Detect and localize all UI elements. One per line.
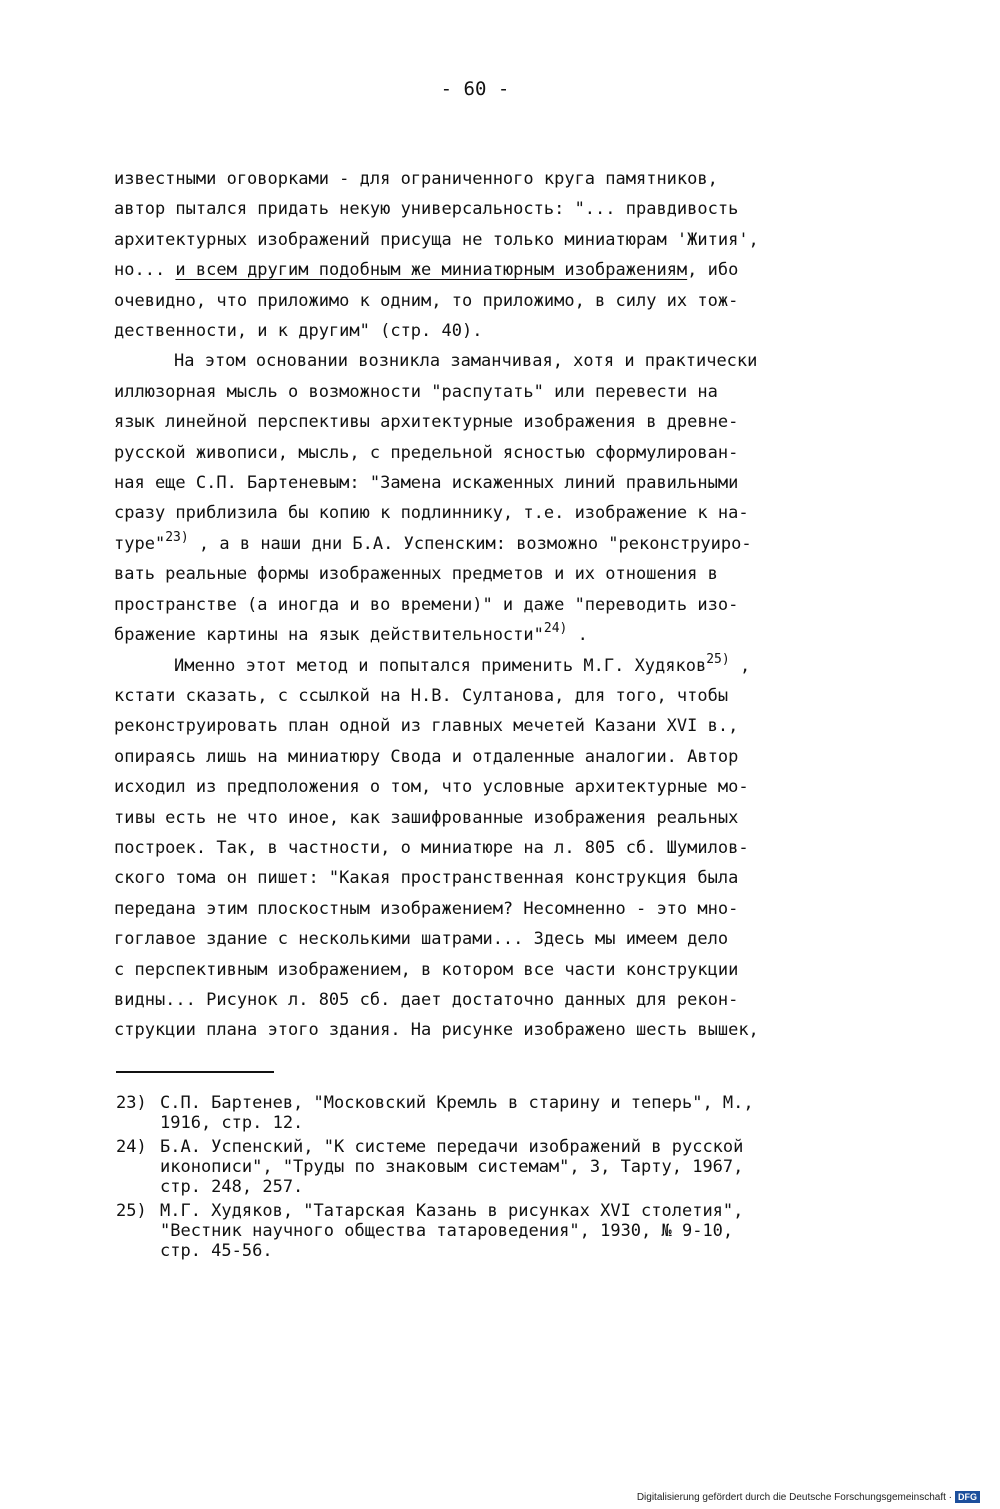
text-segment: но... [114, 260, 176, 281]
text-line: русской живописи, мысль, с предельной ясностью сформулирован- [114, 442, 739, 463]
text-line [114, 529, 874, 559]
text-segment: бражение картины на язык действительности" [114, 625, 544, 646]
footnote-line: иконописи", "Труды по знаковым системам", 3, Тарту, 1967, [160, 1157, 744, 1177]
footnote-text [160, 1201, 876, 1261]
body-text [114, 164, 874, 1046]
text-line: опираясь лишь на миниатюру Свода и отдаленные аналогии. Автор [114, 746, 739, 767]
footnote-text [160, 1137, 876, 1197]
text-line: ная еще С.П. Бартеневым: "Замена искаженных линий правильными [114, 473, 739, 494]
text-line: видны... Рисунок л. 805 сб. дает достаточно данных для рекон- [114, 989, 739, 1010]
footnote-reference: 25) [706, 651, 730, 667]
text-line: струкции плана этого здания. На рисунке изображено шесть вышек, [114, 1020, 759, 1041]
paragraph-2 [114, 346, 874, 650]
text-segment: туре" [114, 533, 166, 554]
text-line: передана этим плоскостным изображением? Несомненно - это мно- [114, 898, 739, 919]
text-line: известными оговорками - для ограниченного круга памятников, [114, 169, 718, 189]
footnote [116, 1137, 876, 1197]
footnote-line: 1916, стр. 12. [160, 1113, 304, 1133]
footnote-text [160, 1093, 876, 1133]
footnote-line: С.П. Бартенев, "Московский Кремль в старину и теперь", М., [160, 1093, 754, 1113]
text-line: вать реальные формы изображенных предметов и их отношения в [114, 564, 718, 585]
footnote-number: 25) [116, 1201, 147, 1221]
text-segment: , [729, 655, 751, 676]
text-line: ского тома он пишет: "Какая пространственная конструкция была [114, 868, 739, 889]
digitization-credit [637, 1491, 980, 1503]
text-line: гоглавое здание с несколькими шатрами... Здесь мы имеем дело [114, 929, 729, 950]
footnotes [116, 1093, 876, 1265]
text-line: пространстве (а иногда и во времени)" и даже "переводить изо- [114, 594, 739, 615]
footnote [116, 1201, 876, 1261]
text-segment: . [567, 625, 588, 646]
footnote-line: стр. 45-56. [160, 1241, 273, 1261]
underlined-text: и всем другим подобным же миниатюрным изображениям [175, 260, 688, 281]
credit-text: Digitalisierung gefördert durch die Deutsche Forschungsgemeinschaft · [636, 1491, 952, 1503]
text-line [114, 651, 874, 681]
paragraph-3 [114, 651, 874, 1046]
text-segment: , ибо [687, 260, 739, 281]
text-line: построек. Так, в частности, о миниатюре на л. 805 сб. Шумилов- [114, 837, 749, 858]
footnote-reference: 23) [165, 529, 189, 545]
paragraph-1 [114, 164, 874, 346]
text-line: очевидно, что приложимо к одним, то приложимо, в силу их тож- [114, 290, 739, 311]
text-line: архитектурных изображений присуща не только миниатюрам 'Жития', [114, 229, 759, 250]
footnote-reference: 24) [543, 621, 568, 637]
footnote-number: 24) [116, 1137, 147, 1157]
text-line: исходил из предположения о том, что условные архитектурные мо- [114, 777, 749, 798]
text-line: кстати сказать, с ссылкой на Н.В. Султанова, для того, чтобы [114, 685, 729, 706]
text-line: тивы есть не что иное, как зашифрованные изображения реальных [114, 807, 739, 828]
page-number: - 60 - [440, 78, 510, 100]
text-line: язык линейной перспективы архитектурные изображения в древне- [114, 412, 739, 433]
text-line: реконструировать план одной из главных мечетей Казани XVI в., [114, 716, 739, 737]
text-line [114, 255, 874, 285]
text-line: дественности, и к другим" (стр. 40). [114, 321, 483, 342]
footnote [116, 1093, 876, 1133]
text-line: сразу приблизила бы копию к подлиннику, т.е. изображение к на- [114, 503, 749, 524]
text-line: На этом основании возникла заманчивая, хотя и практически [174, 351, 758, 372]
footnote-line: стр. 248, 257. [160, 1177, 304, 1197]
footnote-number: 23) [116, 1093, 147, 1113]
footnote-line: Б.А. Успенский, "К системе передачи изображений в русской [160, 1137, 744, 1157]
dfg-logo: DFG [955, 1491, 980, 1503]
footnote-divider [116, 1071, 274, 1073]
text-line [114, 620, 874, 650]
text-segment: Именно этот метод и попытался применить М.Г. Худяков [174, 655, 707, 676]
text-line: с перспективным изображением, в котором все части конструкции [114, 959, 739, 980]
text-line: иллюзорная мысль о возможности "распутать" или перевести на [114, 381, 718, 402]
footnote-line: М.Г. Худяков, "Татарская Казань в рисунках XVI столетия", [160, 1201, 744, 1221]
text-line: автор пытался придать некую универсальность: "... правдивость [114, 199, 739, 220]
footnote-line: "Вестник научного общества татароведения", 1930, № 9-10, [160, 1221, 734, 1241]
text-segment: , а в наши дни Б.А. Успенским: возможно "реконструиро- [188, 533, 752, 554]
